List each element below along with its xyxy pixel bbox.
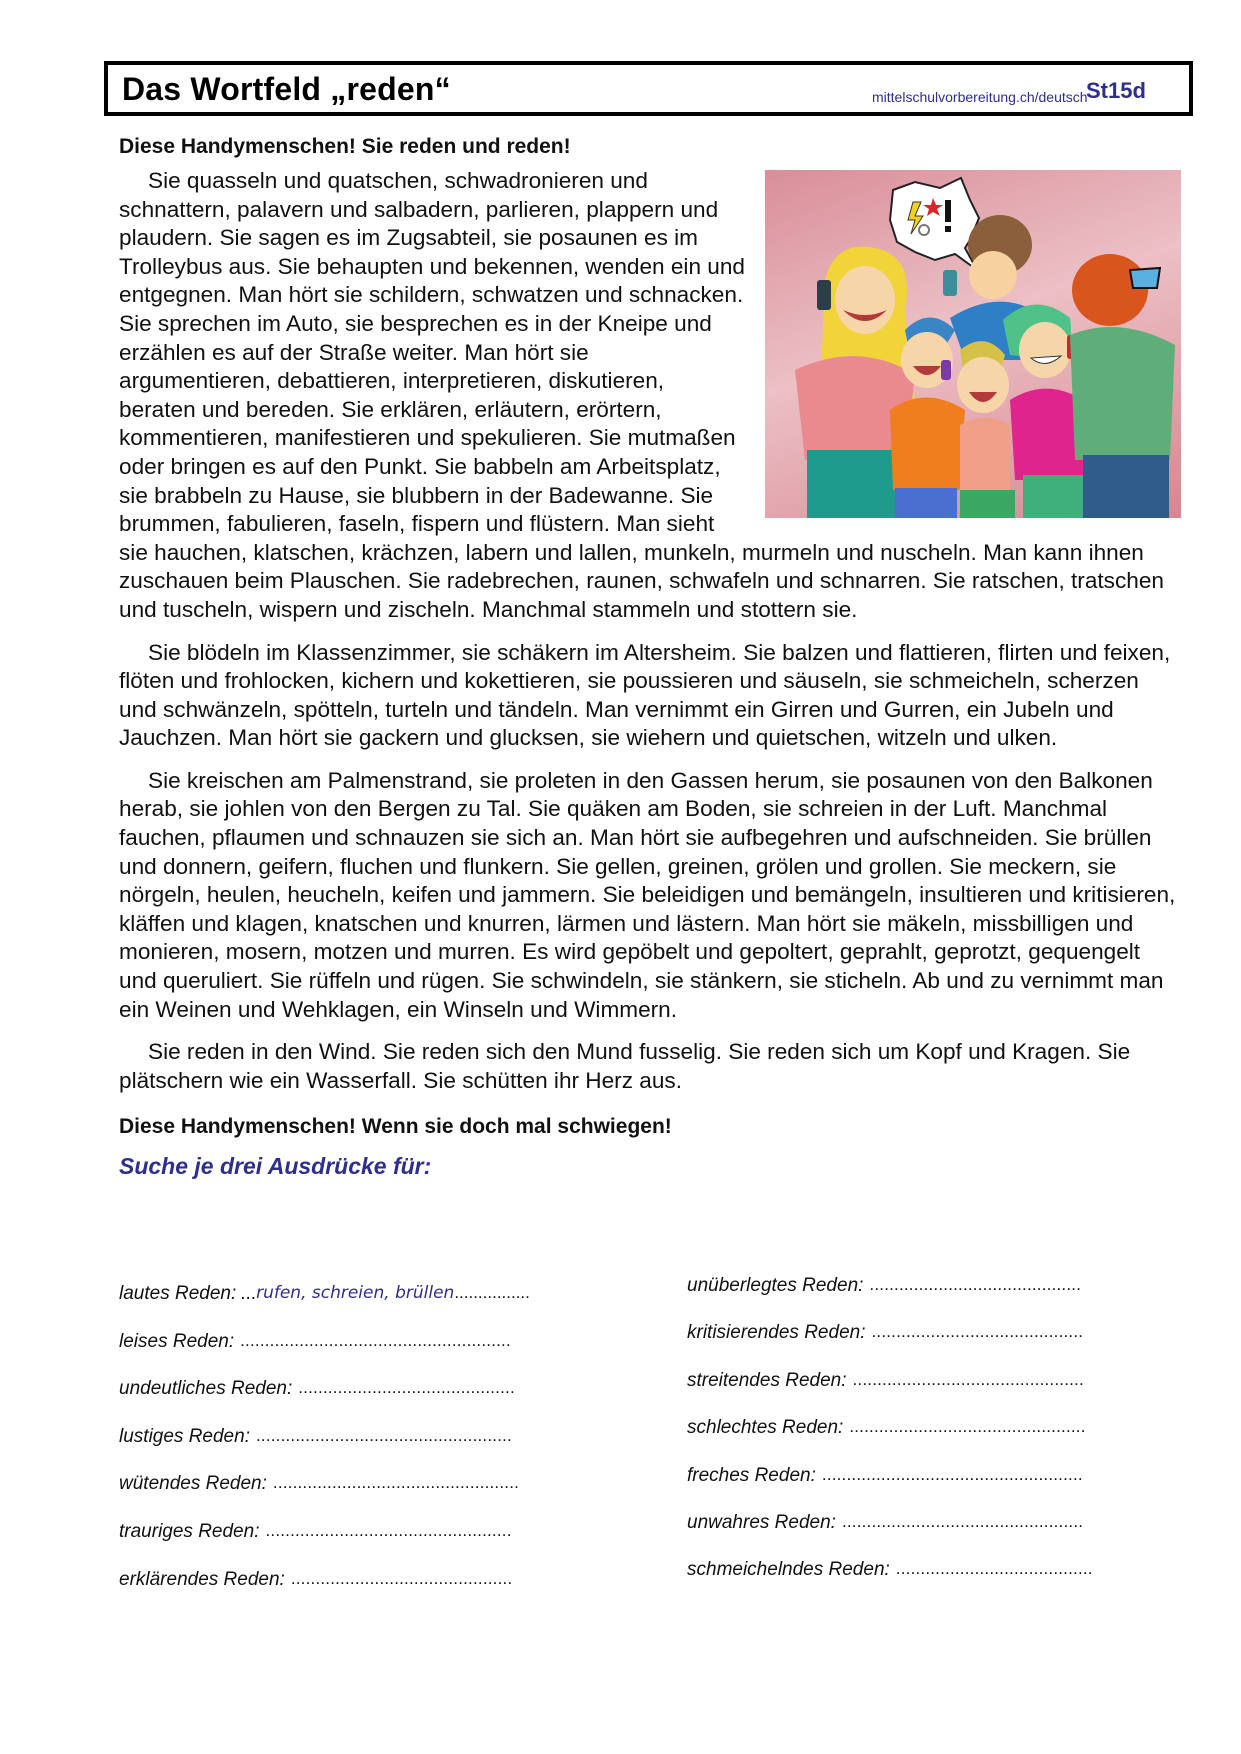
answer-blank[interactable]: ............................................... xyxy=(852,1369,1084,1389)
exercise-label: wütendes Reden: xyxy=(119,1473,267,1495)
exercise-left-column xyxy=(119,1283,574,1616)
answer-blank[interactable]: ............................................ xyxy=(298,1378,515,1398)
exercise-row[interactable] xyxy=(119,1426,574,1474)
answer-blank[interactable]: .................................................. xyxy=(265,1520,512,1540)
paragraph-4: Sie reden in den Wind. Sie reden sich den Mund fusselig. Sie reden sich um Kopf und Kragen. Sie plätschern wie ein Wasserfall. Sie schütten ihr Herz aus. xyxy=(119,1039,1131,1093)
closing-heading: Diese Handymenschen! Wenn sie doch mal schwiegen! xyxy=(119,1115,672,1139)
paragraph-3: Sie kreischen am Palmenstrand, sie proleten in den Gassen herum, sie posaunen von den Balkonen herab, sie johlen von den Bergen zu Tal. Sie quäken am Boden, sie schreien in der Luft. Manchmal fauchen, pflaumen und schnauzen sie sich an. Man hört sie aufbegehren und aufschneiden. Sie brüllen und donnern, geifern, fluchen und flunkern. Sie gellen, greinen, grölen und grollen. Sie meckern, sie nörgeln, heulen, heucheln, keifen und jammern. Sie beleidigen und bemängeln, insultieren und kritisieren, kläffen und klagen, knatschen und knurren, lärmen und lästern. Man hört sie mäkeln, missbilligen und monieren, mosern, motzen und murren. Es wird gepöbelt und gepoltert, geprahlt, geprotzt, gequengelt und queruliert. Sie rüffeln und rügen. Sie schwindeln, sie stänkern, sie sticheln. Ab und zu vernimmt man ein Weinen und Wehklagen, ein Winseln und Wimmern. xyxy=(119,767,1176,1022)
answer-blank[interactable]: ....................................................... xyxy=(240,1330,511,1350)
exercise-label: schlechtes Reden: xyxy=(687,1417,844,1439)
answer-blank[interactable]: ................................................ xyxy=(849,1417,1086,1437)
answer-blank[interactable]: ........................................... xyxy=(871,1322,1084,1342)
exercise-right-column xyxy=(687,1275,1142,1607)
article xyxy=(119,133,1181,1194)
exercise-label: streitendes Reden: xyxy=(687,1369,847,1391)
answer-prefix-dots: ... xyxy=(240,1283,257,1304)
exercise-row[interactable] xyxy=(119,1378,574,1426)
answer-blank[interactable]: ........................................ xyxy=(895,1559,1093,1579)
exercise-row[interactable] xyxy=(119,1569,574,1617)
exercise-row-example[interactable] xyxy=(119,1283,574,1331)
source-url: mittelschulvorbereitung.ch/deutsch xyxy=(872,89,1088,105)
exercise-label: freches Reden: xyxy=(687,1464,816,1486)
exercise-row[interactable] xyxy=(119,1521,574,1569)
exercise-row[interactable] xyxy=(687,1370,1142,1417)
exercise-label: schmeichelndes Reden: xyxy=(687,1559,890,1581)
answer-blank[interactable]: .................................................... xyxy=(255,1425,512,1445)
exercise-label: trauriges Reden: xyxy=(119,1520,260,1542)
exercise-label: unüberlegtes Reden: xyxy=(687,1275,864,1296)
exercise-label: lautes Reden: xyxy=(119,1283,237,1304)
answer-blank[interactable]: ............................................. xyxy=(290,1568,513,1588)
exercise-label: unwahres Reden: xyxy=(687,1511,836,1533)
answer-blank[interactable]: .................................................. xyxy=(272,1473,520,1493)
lead-heading: Diese Handymenschen! Sie reden und reden! xyxy=(119,135,571,158)
paragraph-2: Sie blödeln im Klassenzimmer, sie schäkern im Altersheim. Sie balzen und flattieren, flirten und feixen, flöten und frohlocken, kichern und kokettieren, sie poussieren und säuseln, sie schmeicheln, scherzen und schwänzeln, spötteln, turteln und tändeln. Man vernimmt ein Girren und Gurren, ein Jubeln und Jauchzen. Man hört sie gackern und glucksen, sie wiehern und quietschen, witzeln und ulken. xyxy=(119,639,1171,751)
exercise-row[interactable] xyxy=(119,1331,574,1379)
exercise-row[interactable] xyxy=(687,1512,1142,1559)
page-title: Das Wortfeld „reden“ xyxy=(122,71,451,107)
worksheet-code: St15d xyxy=(1086,78,1146,103)
exercise-label: undeutliches Reden: xyxy=(119,1378,293,1400)
illustration-icon xyxy=(765,170,1181,518)
exercise-label: kritisierendes Reden: xyxy=(687,1322,866,1344)
answer-blank[interactable]: ................ xyxy=(454,1283,530,1302)
answer-blank[interactable]: ..................................................... xyxy=(821,1464,1083,1484)
exercise-row[interactable] xyxy=(687,1275,1142,1322)
answer-blank[interactable]: ................................................. xyxy=(841,1511,1084,1531)
exercise-row[interactable] xyxy=(687,1417,1142,1464)
exercise-label: leises Reden: xyxy=(119,1330,235,1352)
exercise-row[interactable] xyxy=(119,1473,574,1521)
exercise-heading: Suche je drei Ausdrücke für: xyxy=(119,1153,432,1180)
exercise-row[interactable] xyxy=(687,1322,1142,1369)
paragraph-1: Sie quasseln und quatschen, schwadronieren und schnattern, palavern und salbadern, parlieren, plappern und plaudern. Sie sagen es im Zugsabteil, sie posaunen es im Trolleybus aus. Sie behaupten und bekennen, wenden ein und entgegnen. Man hört sie schildern, schwatzen und schnacken. Sie sprechen im Auto, sie besprechen es in der Kneipe und erzählen es auf der Straße weiter. Man hört sie argumentieren, debattieren, interpretieren, diskutieren, beraten und bereden. Sie erklären, erläutern, erörtern, kommentieren, manifestieren und spekulieren. Sie mutmaßen oder bringen es auf den Punkt. Sie babbeln am Arbeitsplatz, sie brabbeln zu Hause, sie blubbern in der Badewanne. Sie brummen, fabulieren, faseln, fispern und flüstern. Man sieht sie hauchen, klatschen, krächzen, labern und lallen, munkeln, murmeln und nuscheln. Man kann ihnen zuschauen beim Plauschen. Sie radebrechen, raunen, schwafeln und schnarren. Sie ratschen, tratschen und tuscheln, wispern und zischeln. Manchmal stammeln und stottern sie. xyxy=(119,168,1164,622)
answer-blank[interactable]: ........................................... xyxy=(869,1275,1082,1294)
exercise-label: lustiges Reden: xyxy=(119,1425,250,1447)
example-answer: rufen, schreien, brüllen xyxy=(256,1283,455,1303)
cartoon-people-on-phones-image xyxy=(765,170,1181,518)
exercise-row[interactable] xyxy=(687,1559,1142,1606)
exercise-label: erklärendes Reden: xyxy=(119,1568,285,1590)
worksheet-header xyxy=(104,61,1193,116)
exercise-row[interactable] xyxy=(687,1465,1142,1512)
